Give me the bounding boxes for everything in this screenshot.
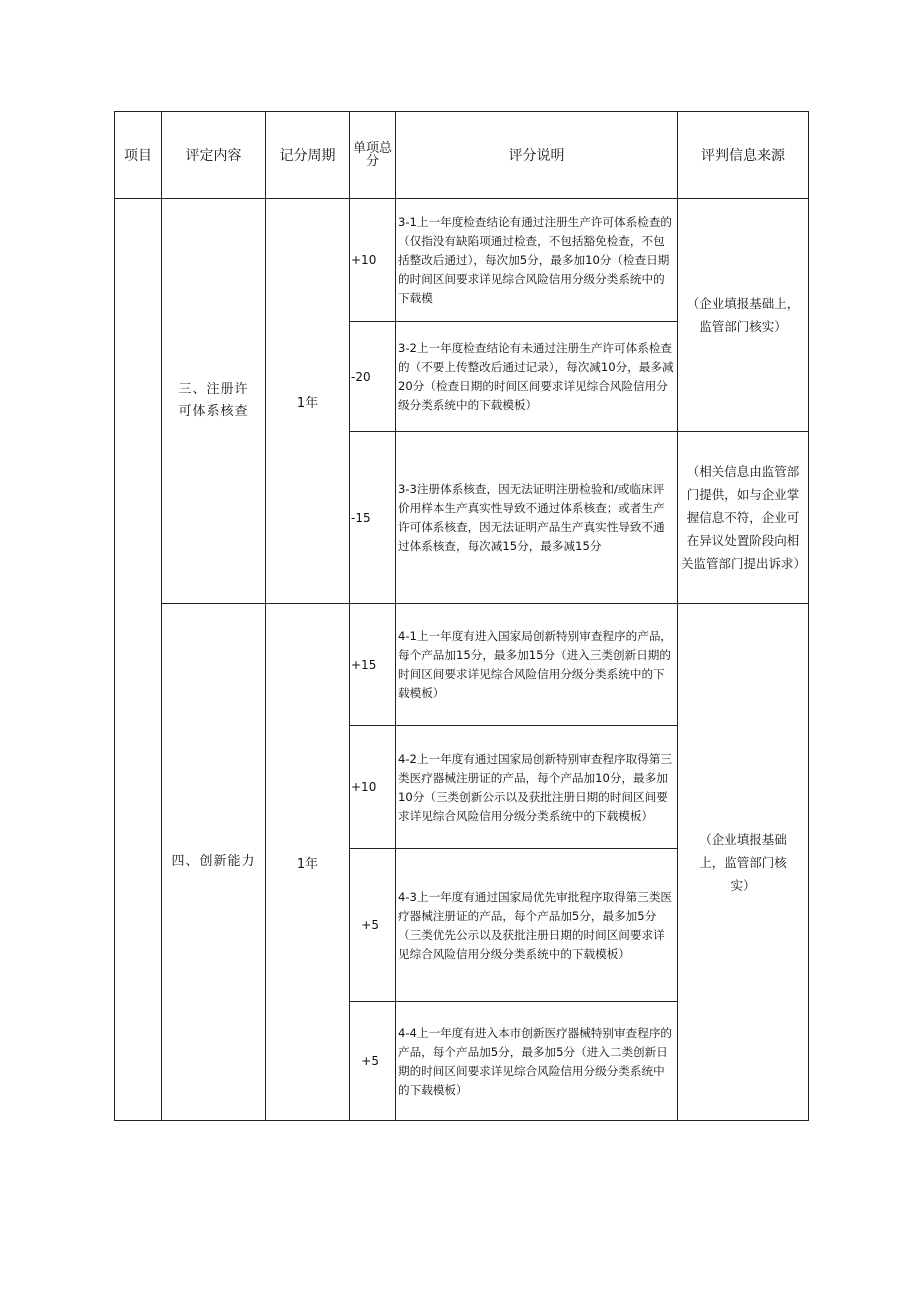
score-cell: +5 [350,849,396,1002]
header-description: 评分说明 [396,112,678,199]
description-cell: 3-1上一年度检查结论有通过注册生产许可体系检查的（仅指没有缺陷项通过检查，不包括豁免检查，不包括整改后通过），每次加5分，最多加10分（检查日期的时间区间要求详见综合风险信用分级分类系统中的下载模 [396,199,678,322]
description-cell: 3-2上一年度检查结论有未通过注册生产许可体系检查的（不要上传整改后通过记录），每次减10分，最多减20分（检查日期的时间区间要求详见综合风险信用分级分类系统中的下载模板） [396,322,678,432]
source-cell: （企业填报基础上，监管部门核实） [678,604,809,1121]
header-score: 单项总分 [350,112,396,199]
table-row [115,604,809,726]
score-cell: -15 [350,432,396,604]
header-row [115,112,809,199]
score-cell: +10 [350,726,396,849]
category-cell: 三、注册许可体系核查 [162,199,266,604]
description-cell: 4-4上一年度有进入本市创新医疗器械特别审查程序的产品，每个产品加5分，最多加5分（进入二类创新日期的时间区间要求详见综合风险信用分级分类系统中的下载模板） [396,1002,678,1121]
scoring-table [114,111,809,1121]
score-cell: +10 [350,199,396,322]
score-cell: +15 [350,604,396,726]
description-cell: 4-1上一年度有进入国家局创新特别审查程序的产品，每个产品加15分，最多加15分（进入三类创新日期的时间区间要求详见综合风险信用分级分类系统中的下载模板） [396,604,678,726]
header-period: 记分周期 [266,112,350,199]
description-cell: 4-3上一年度有通过国家局优先审批程序取得第三类医疗器械注册证的产品，每个产品加5分，最多加5分（三类优先公示以及获批注册日期的时间区间要求详见综合风险信用分级分类系统中的下载模板） [396,849,678,1002]
score-cell: -20 [350,322,396,432]
header-source: 评判信息来源 [678,112,809,199]
source-cell: （企业填报基础上，监管部门核实） [678,199,809,432]
category-cell: 四、创新能力 [162,604,266,1121]
description-cell: 3-3注册体系核查，因无法证明注册检验和/或临床评价用样本生产真实性导致不通过体系核查；或者生产许可体系核查，因无法证明产品生产真实性导致不通过体系核查，每次减15分，最多减15分 [396,432,678,604]
item-cell [115,199,162,1121]
description-cell: 4-2上一年度有通过国家局创新特别审查程序取得第三类医疗器械注册证的产品，每个产品加10分，最多加10分（三类创新公示以及获批注册日期的时间区间要求详见综合风险信用分级分类系统中的下载模板） [396,726,678,849]
period-cell: 1年 [266,604,350,1121]
source-cell: （相关信息由监管部门提供，如与企业掌握信息不符，企业可在异议处置阶段向相关监管部门提出诉求） [678,432,809,604]
period-cell: 1年 [266,199,350,604]
table-row [115,199,809,322]
score-cell: +5 [350,1002,396,1121]
header-item: 项目 [115,112,162,199]
header-content: 评定内容 [162,112,266,199]
